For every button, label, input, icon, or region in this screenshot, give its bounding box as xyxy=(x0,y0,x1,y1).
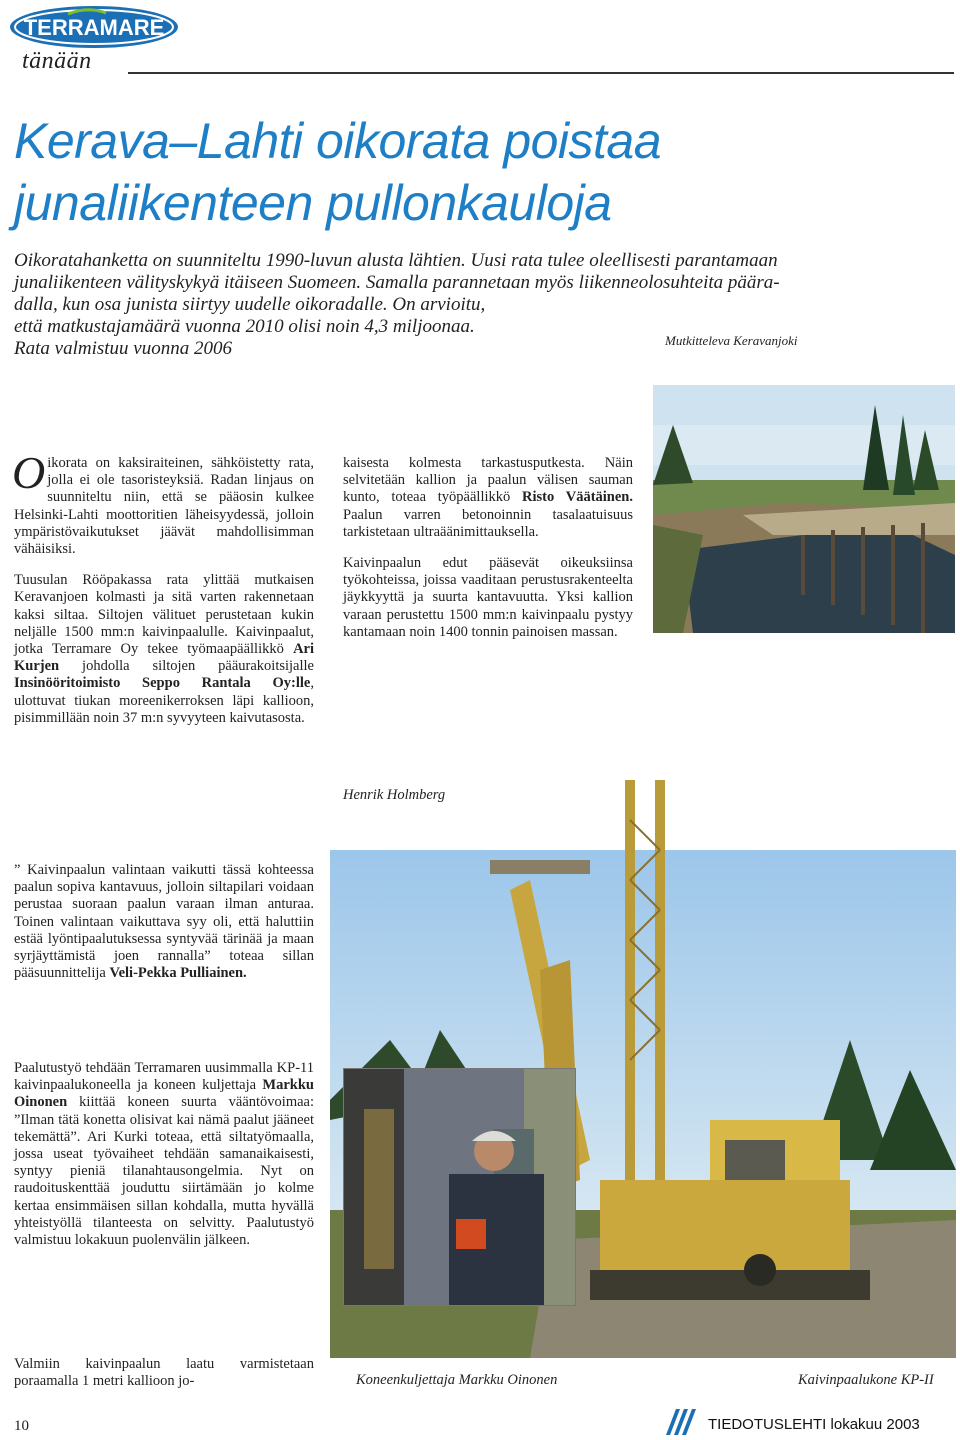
dropcap: O xyxy=(12,447,46,498)
caption-rig: Kaivinpaalukone KP-II xyxy=(798,1372,934,1388)
company-name: Insinööritoimisto Seppo Rantala Oy:lle xyxy=(14,675,311,692)
section-label: tänään xyxy=(22,48,92,74)
page-number: 10 xyxy=(14,1418,29,1434)
paragraph xyxy=(14,572,314,727)
caption-operator: Koneenkuljettaja Markku Oinonen xyxy=(356,1372,558,1388)
publication-logo-icon xyxy=(664,1407,700,1437)
paragraph: Valmiin kaivinpaalun laatu varmistetaan poraamalla 1 metri kallioon jo- xyxy=(14,1356,314,1390)
issue-date: lokakuu 2003 xyxy=(830,1416,920,1433)
lead-line: Oikoratahanketta on suunniteltu 1990-luvun alusta lähtien. Uusi rata tulee oleellisesti parantamaan xyxy=(14,250,778,271)
lead-line: junaliikenteen välityskykyä itäiseen Suomeen. Samalla parannetaan myös liikenneolosuhteita päära- xyxy=(14,272,780,293)
article-column-1-part-4 xyxy=(14,1356,314,1390)
headline xyxy=(14,110,944,234)
paragraph xyxy=(14,862,314,982)
paragraph xyxy=(12,447,314,558)
footer-publication xyxy=(708,1416,920,1433)
paragraph-text: Tuusulan Rööpakassa rata ylittää mutkaisen Keravanjoen kolmasti ja sitä varten rakennetaan kaksi siltaa. Siltojen välituet perustetaan kukin neljälle 1500 mm:n kaivinpaalulle. Kaivinpaalut, jotka Terramare Oy tekee työmaapäällikkö xyxy=(14,572,314,658)
header-rule xyxy=(128,72,954,74)
paragraph-text: Paalutustyö tehdään Terramaren uusimmalla KP-11 kaivinpaalukoneella ja koneen kuljettaja xyxy=(14,1060,314,1094)
caption-river: Mutkitteleva Keravanjoki xyxy=(665,333,798,348)
paragraph xyxy=(14,1060,314,1249)
terramare-logo xyxy=(8,4,180,50)
paragraph-text: johdolla siltojen pääurakoitsijalle xyxy=(59,658,314,675)
headline-line: junaliikenteen pullonkauloja xyxy=(14,175,612,231)
person-name: Ari Kurjen xyxy=(14,641,314,675)
lead-line: että matkustajamäärä vuonna 2010 olisi noin 4,3 miljoonaa. xyxy=(14,316,475,337)
person-name: Veli-Pekka Pulliainen. xyxy=(109,965,247,982)
person-name: Markku Oinonen xyxy=(14,1077,314,1111)
river-photo xyxy=(653,385,955,633)
lead-line: Rata valmistuu vuonna 2006 xyxy=(14,338,232,359)
article-column-2 xyxy=(343,455,633,641)
article-column-1-part-3 xyxy=(14,1060,314,1249)
paragraph: Kaivinpaalun edut pääsevät oikeuksiinsa työkohteissa, joissa vaaditaan perustusrakenteelta jäykkyyttä ja suurta kantavuutta. Yksi kallion varaan perustettu 1500 mm:n kaivinpaalu pystyy kantamaan noin 1400 tonnin painoisen massan. xyxy=(343,555,633,640)
author-signature: Henrik Holmberg xyxy=(343,787,446,803)
headline-line: Kerava–Lahti oikorata poistaa xyxy=(14,113,662,169)
paragraph-text: , ulottuvat tiukan moreenikerroksen läpi kallioon, pisimmillään noin 37 m:n syvyyteen kaivutasosta. xyxy=(14,675,314,726)
paragraph-text: kiittää koneen suurta vääntövoimaa: ”Ilman tätä konetta olisivat kai nämä paalut jääneet tekemättä”. Ari Kurki toteaa, että siltatyömaalla, jossa useat työvaiheet tehdään samanaikaisesti, syntyy pieniä tilanahtausongelmia. Nyt on raudoituskenttää jouduttu siirtämään jo kolme kertaa ensimmäisen sillan kohdalla, mutta hyvällä yhteistyöllä tilanteesta on selvitty. Paalutustyö valmistuu lokakuun puolenvälin jälkeen. xyxy=(14,1094,314,1249)
lead-line: dalla, kun osa junista siirtyy uudelle oikoradalle. On arvioitu, xyxy=(14,294,486,315)
operator-photo xyxy=(343,1068,576,1306)
paragraph-text: Paalun varren betonoinnin tasalaatuisuus tarkistetaan ultraäänimittauksella. xyxy=(343,506,633,540)
publication-name: TIEDOTUSLEHTI xyxy=(708,1416,827,1433)
paragraph-text: ikorata on kaksiraiteinen, sähköistetty rata, jolla ei ole tasoristeyksiä. Radan linjaus on suunniteltu niin, että se pääosin kulkee Helsinki-Lahti moottoritien läheisyydessä, jolloin ympäristövaikutukset jäävät mahdollisimman vähäisiksi. xyxy=(14,455,314,558)
paragraph-text: kaisesta kolmesta tarkastusputkesta. Näin selvitetään kallion ja paalun välisen sauman kunto, toteaa työpäällikkö xyxy=(343,455,633,506)
logo-text: TERRAMARE xyxy=(23,15,165,40)
article-column-1 xyxy=(12,447,314,741)
paragraph xyxy=(343,455,633,541)
paragraph-text: ” Kaivinpaalun valintaan vaikutti tässä kohteessa paalun sopiva kantavuus, jolloin siltapilari voidaan perustaa suoraan paalun varaan ilman anturaa. Toinen valintaan vaikuttava syy oli, että haluttiin estää lyöntipaalutuksessa syntyvää tärinää ja maan syrjäyttämistä joen rannalla” toteaa sillan pääsuunnittelija xyxy=(14,862,314,982)
article-column-1-part-2 xyxy=(14,862,314,982)
person-name: Risto Väätäinen. xyxy=(522,489,633,506)
lead-paragraph xyxy=(14,250,959,360)
